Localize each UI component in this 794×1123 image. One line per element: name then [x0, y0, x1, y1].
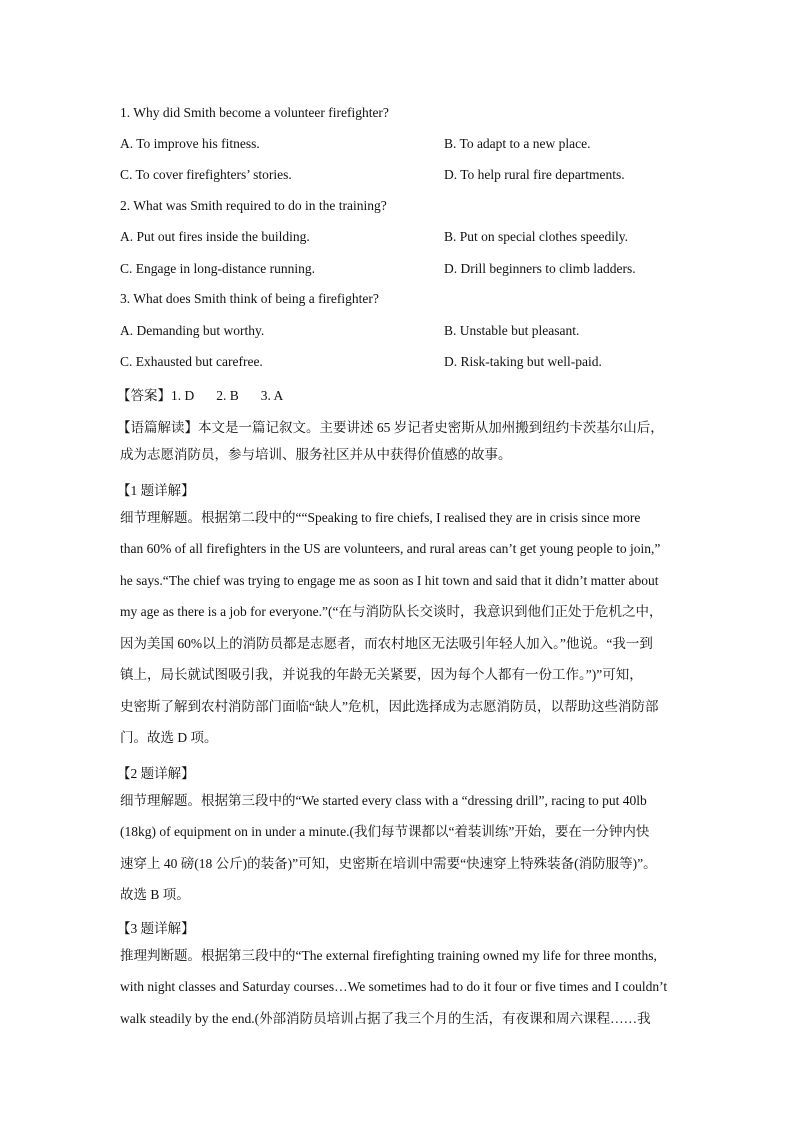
- q3-option-c: C. Exhausted but carefree.: [120, 354, 263, 369]
- detail-2-line: 故选 B 项。: [120, 887, 190, 902]
- detail-3-heading: 【3 题详解】: [117, 921, 195, 936]
- detail-1-line: 因为美国 60%以上的消防员都是志愿者，而农村地区无法吸引年轻人加入。”他说。“我一到: [120, 636, 653, 651]
- detail-3-line: 推理判断题。根据第三段中的“The external firefighting training owned my life for three months,: [120, 948, 657, 963]
- detail-2-line: 速穿上 40 磅(18 公斤)的装备)”可知，史密斯在培训中需要“快速穿上特殊装备(消防服等)”。: [120, 856, 657, 871]
- q1-option-d: D. To help rural fire departments.: [444, 167, 625, 182]
- interpretation-line-1: 【语篇解读】本文是一篇记叙文。主要讲述 65 岁记者史密斯从加州搬到纽约卡茨基尔山后，: [117, 420, 664, 435]
- detail-1-line: 镇上，局长就试图吸引我，并说我的年龄无关紧要，因为每个人都有一份工作。”)”可知，: [120, 667, 643, 682]
- detail-1-line: 史密斯了解到农村消防部门面临“缺人”危机，因此选择成为志愿消防员，以帮助这些消防部: [120, 699, 659, 714]
- question-3: 3. What does Smith think of being a firefighter?: [120, 291, 379, 306]
- question-1: 1. Why did Smith become a volunteer firefighter?: [120, 105, 389, 120]
- question-2: 2. What was Smith required to do in the training?: [120, 198, 387, 213]
- q3-option-b: B. Unstable but pleasant.: [444, 323, 580, 338]
- q3-option-d: D. Risk-taking but well-paid.: [444, 354, 602, 369]
- q1-option-b: B. To adapt to a new place.: [444, 136, 591, 151]
- detail-1-line: he says.“The chief was trying to engage me as soon as I hit town and said that it didn’t matter about: [120, 573, 659, 588]
- answer-key: [117, 384, 283, 404]
- detail-1-line: my age as there is a job for everyone.”(“在与消防队长交谈时，我意识到他们正处于危机之中，: [120, 604, 663, 619]
- detail-3-line: with night classes and Saturday courses…We sometimes had to do it four or five times and I couldn’t: [120, 979, 668, 994]
- q2-option-b: B. Put on special clothes speedily.: [444, 229, 628, 244]
- detail-1-line: than 60% of all firefighters in the US are volunteers, and rural areas can’t get young people to join,”: [120, 541, 661, 556]
- q2-option-d: D. Drill beginners to climb ladders.: [444, 261, 636, 276]
- detail-2-heading: 【2 题详解】: [117, 766, 195, 781]
- q2-option-a: A. Put out fires inside the building.: [120, 229, 310, 244]
- detail-1-line: 门。故选 D 项。: [120, 730, 218, 745]
- answer-2: 2. B: [216, 388, 239, 403]
- answer-1: 1. D: [171, 388, 195, 403]
- detail-2-line: (18kg) of equipment on in under a minute.(我们每节课都以“着装训练”开始，要在一分钟内快: [120, 824, 650, 839]
- interpretation-line-2: 成为志愿消防员，参与培训、服务社区并从中获得价值感的故事。: [120, 447, 512, 462]
- q2-option-c: C. Engage in long-distance running.: [120, 261, 315, 276]
- answer-label: 【答案】: [117, 388, 171, 403]
- detail-1-heading: 【1 题详解】: [117, 483, 195, 498]
- q1-option-a: A. To improve his fitness.: [120, 136, 260, 151]
- detail-1-line: 细节理解题。根据第二段中的““Speaking to fire chiefs, I realised they are in crisis since more: [120, 510, 641, 525]
- answer-3: 3. A: [260, 388, 284, 403]
- detail-3-line: walk steadily by the end.(外部消防员培训占据了我三个月的生活，有夜课和周六课程……我: [120, 1011, 651, 1026]
- q3-option-a: A. Demanding but worthy.: [120, 323, 265, 338]
- detail-2-line: 细节理解题。根据第三段中的“We started every class with a “dressing drill”, racing to put 40lb: [120, 793, 647, 808]
- q1-option-c: C. To cover firefighters’ stories.: [120, 167, 292, 182]
